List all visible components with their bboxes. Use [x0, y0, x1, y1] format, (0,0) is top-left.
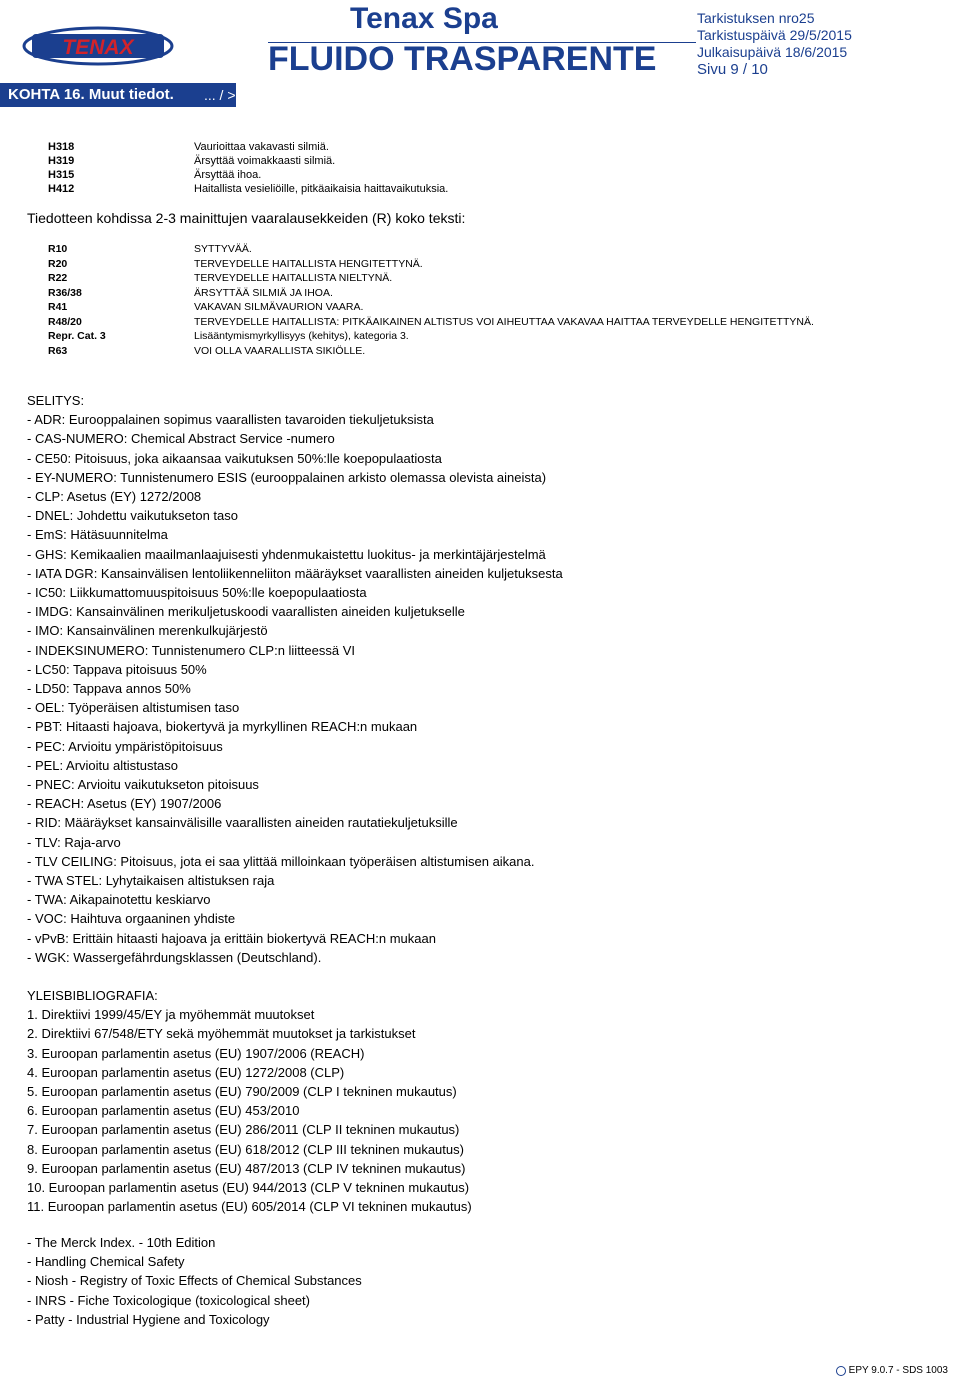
glossary-item: - vPvB: Erittäin hitaasti hajoava ja erittäin biokertyvä REACH:n mukaan [27, 930, 436, 946]
bibliography-item: 7. Euroopan parlamentin asetus (EU) 286/2011 (CLP II tekninen mukautus) [27, 1122, 460, 1138]
product-name: FLUIDO TRASPARENTE [268, 40, 657, 78]
r-statement-list [48, 242, 814, 358]
r-statement-text: ÄRSYTTÄÄ SILMIÄ JA IHOA. [194, 286, 333, 299]
glossary-item: - IC50: Liikkumattomuuspitoisuus 50%:lle koepopulaatiosta [27, 585, 367, 601]
glossary-item: - TLV CEILING: Pitoisuus, jota ei saa ylittää milloinkaan työperäisen altistumisen aikana. [27, 853, 535, 869]
print-date: Julkaisupäivä 18/6/2015 [697, 44, 848, 60]
r-statement-text: VAKAVAN SILMÄVAURION VAARA. [194, 301, 364, 313]
glossary-item: - IATA DGR: Kansainvälisen lentoliikenneliiton määräykset vaarallisten aineiden kuljetuksesta [27, 565, 563, 581]
bibliography-item: 1. Direktiivi 1999/45/EY ja myöhemmät muutokset [27, 1007, 315, 1023]
section-title: KOHTA 16. Muut tiedot. [8, 86, 174, 103]
glossary-item: - CE50: Pitoisuus, joka aikaansaa vaikutuksen 50%:lle koepopulaatiosta [27, 450, 442, 466]
reference-item: - Patty - Industrial Hygiene and Toxicology [27, 1311, 270, 1327]
glossary-item: - PBT: Hitaasti hajoava, biokertyvä ja myrkyllinen REACH:n mukaan [27, 719, 418, 735]
bibliography-item: 11. Euroopan parlamentin asetus (EU) 605/2014 (CLP VI tekninen mukautus) [27, 1199, 472, 1215]
page-header [0, 0, 960, 110]
r-statement-code: R48/20 [48, 315, 82, 328]
glossary-item: - GHS: Kemikaalien maailmanlaajuisesti yhdenmukaistettu luokitus- ja merkintäjärjestelmä [27, 546, 546, 562]
r-statement-row [48, 286, 814, 301]
glossary-item: - WGK: Wassergefährdungsklassen (Deutschland). [27, 949, 322, 965]
glossary-item: - TWA STEL: Lyhytaikaisen altistuksen raja [27, 873, 275, 889]
glossary-item: - LC50: Tappava pitoisuus 50% [27, 661, 207, 677]
glossary-item: - IMO: Kansainvälinen merenkulkujärjestö [27, 623, 268, 639]
bibliography-item: 9. Euroopan parlamentin asetus (EU) 487/2013 (CLP IV tekninen mukautus) [27, 1160, 466, 1176]
reference-item: - Niosh - Registry of Toxic Effects of Chemical Substances [27, 1273, 362, 1289]
page-number: Sivu 9 / 10 [697, 61, 768, 78]
footer-version: EPY 9.0.7 - SDS 1003 [848, 1365, 948, 1376]
r-statement-code: R20 [48, 257, 68, 270]
h-statement-text: Vaurioittaa vakavasti silmiä. [194, 141, 329, 153]
h-statement-row [48, 140, 448, 154]
h-statement-row [48, 154, 448, 168]
footer-logo-icon [836, 1366, 846, 1376]
glossary-item: - PEC: Arvioitu ympäristöpitoisuus [27, 738, 223, 754]
r-statement-text: Lisääntymismyrkyllisyys (kehitys), kategoria 3. [194, 330, 409, 342]
r-statement-row [48, 257, 814, 272]
revision-date: Tarkistuspäivä 29/5/2015 [697, 27, 852, 43]
h-statement-text: Haitallista vesieliöille, pitkäaikaisia haittavaikutuksia. [194, 183, 449, 195]
bibliography-item: 8. Euroopan parlamentin asetus (EU) 618/2012 (CLP III tekninen mukautus) [27, 1141, 464, 1157]
h-statement-list [48, 140, 448, 196]
bibliography-title: YLEISBIBLIOGRAFIA: [27, 988, 158, 1003]
r-intro: Tiedotteen kohdissa 2-3 mainittujen vaaralausekkeiden (R) koko teksti: [27, 210, 466, 226]
glossary-item: - VOC: Haihtuva orgaaninen yhdiste [27, 911, 236, 927]
glossary-item: - CAS-NUMERO: Chemical Abstract Service -numero [27, 431, 335, 447]
bibliography-item: 5. Euroopan parlamentin asetus (EU) 790/2009 (CLP I tekninen mukautus) [27, 1084, 457, 1100]
bibliography-item: 3. Euroopan parlamentin asetus (EU) 1907/2006 (REACH) [27, 1045, 365, 1061]
revision-info [697, 10, 852, 78]
glossary-item: - LD50: Tappava annos 50% [27, 681, 191, 697]
bibliography-item: 6. Euroopan parlamentin asetus (EU) 453/2010 [27, 1103, 300, 1119]
r-statement-row [48, 242, 814, 257]
glossary-item: - CLP: Asetus (EY) 1272/2008 [27, 489, 202, 505]
r-statement-row [48, 300, 814, 315]
footer [836, 1365, 948, 1376]
r-statement-code: R10 [48, 243, 68, 255]
glossary-item: - IMDG: Kansainvälinen merikuljetuskoodi vaarallisten aineiden kuljetukselle [27, 604, 465, 620]
glossary-item: - EmS: Hätäsuunnitelma [27, 527, 168, 543]
h-statement-code: H318 [48, 141, 75, 153]
h-statement-code: H412 [48, 183, 75, 195]
bibliography [27, 986, 472, 1216]
r-statement-code: Repr. Cat. 3 [48, 330, 106, 342]
bibliography-item: 4. Euroopan parlamentin asetus (EU) 1272/2008 (CLP) [27, 1064, 345, 1080]
r-statement-text: VOI OLLA VAARALLISTA SIKIÖLLE. [194, 344, 366, 357]
r-statement-text: TERVEYDELLE HAITALLISTA: PITKÄAIKAINEN ALTISTUS VOI AIHEUTTAA VAKAVAA HAITTAA TERVEYDELLE HENGITETTYNÄ. [194, 315, 814, 328]
r-statement-row [48, 344, 814, 359]
bibliography-item: 2. Direktiivi 67/548/ETY sekä myöhemmät muutokset ja tarkistukset [27, 1026, 416, 1042]
r-statement-text: TERVEYDELLE HAITALLISTA HENGITETTYNÄ. [194, 257, 423, 270]
svg-text:TENAX: TENAX [62, 36, 134, 59]
glossary-title: SELITYS: [27, 393, 85, 408]
h-statement-code: H319 [48, 155, 75, 167]
glossary-item: - TWA: Aikapainotettu keskiarvo [27, 892, 211, 908]
r-statement-row [48, 329, 814, 344]
h-statement-row [48, 168, 448, 182]
h-statement-code: H315 [48, 169, 75, 181]
r-statement-code: R36/38 [48, 286, 82, 299]
glossary [27, 391, 563, 967]
glossary-item: - PNEC: Arvioitu vaikutukseton pitoisuus [27, 777, 259, 793]
r-statement-row [48, 315, 814, 330]
h-statement-row [48, 182, 448, 196]
glossary-item: - REACH: Asetus (EY) 1907/2006 [27, 796, 222, 812]
glossary-item: - OEL: Työperäisen altistumisen taso [27, 700, 240, 716]
glossary-item: - TLV: Raja-arvo [27, 834, 121, 850]
glossary-item: - EY-NUMERO: Tunnistenumero ESIS (eurooppalainen arkisto olemassa olevista aineista) [27, 469, 547, 485]
bibliography-item: 10. Euroopan parlamentin asetus (EU) 944/2013 (CLP V tekninen mukautus) [27, 1180, 470, 1196]
r-statement-text: TERVEYDELLE HAITALLISTA NIELTYNÄ. [194, 272, 393, 284]
h-statement-text: Ärsyttää voimakkaasti silmiä. [194, 155, 336, 167]
reference-item: - The Merck Index. - 10th Edition [27, 1235, 216, 1250]
r-statement-text: SYTTYVÄÄ. [194, 243, 252, 255]
reference-item: - Handling Chemical Safety [27, 1254, 185, 1270]
r-statement-code: R63 [48, 344, 68, 357]
r-statement-code: R22 [48, 272, 68, 284]
h-statement-text: Ärsyttää ihoa. [194, 169, 262, 181]
r-statement-code: R41 [48, 301, 68, 313]
reference-item: - INRS - Fiche Toxicologique (toxicological sheet) [27, 1292, 310, 1308]
section-continuation: ... / >> [204, 87, 244, 103]
glossary-item: - RID: Määräykset kansainvälisille vaarallisten aineiden rautatiekuljetuksille [27, 815, 458, 831]
company-name: Tenax Spa [350, 2, 498, 35]
glossary-item: - INDEKSINUMERO: Tunnistenumero CLP:n liitteessä VI [27, 642, 356, 658]
glossary-item: - DNEL: Johdettu vaikutukseton taso [27, 508, 239, 524]
revision-number: Tarkistuksen nro25 [697, 10, 815, 26]
glossary-item: - PEL: Arvioitu altistustaso [27, 757, 179, 773]
tenax-logo [22, 26, 174, 66]
r-statement-row [48, 271, 814, 286]
glossary-item: - ADR: Eurooppalainen sopimus vaarallisten tavaroiden tiekuljetuksista [27, 412, 434, 428]
references [27, 1233, 362, 1329]
